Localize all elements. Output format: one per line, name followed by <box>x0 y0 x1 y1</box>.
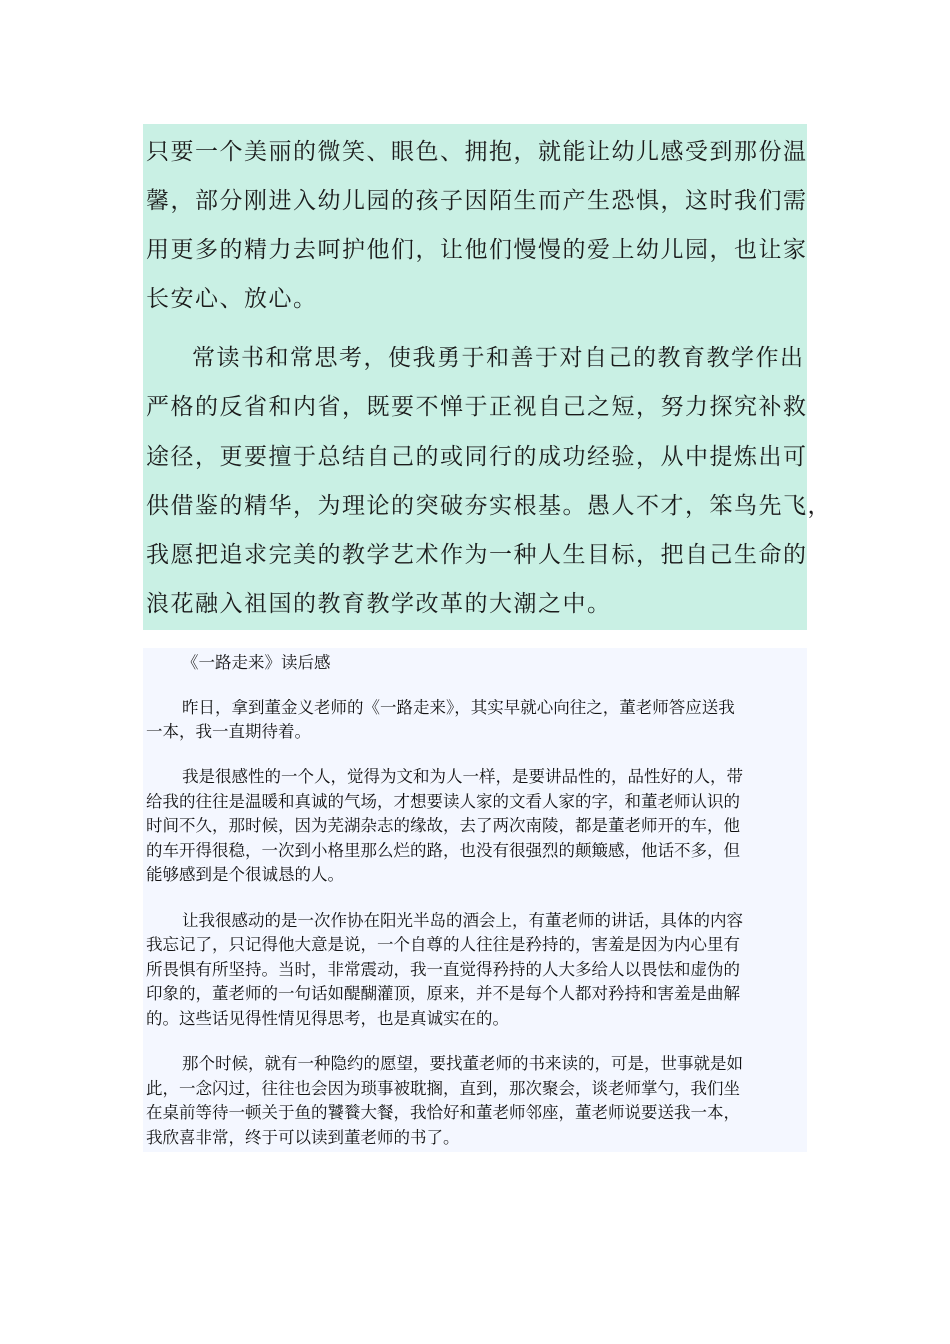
green-p1-line-1: 只要一个美丽的微笑、眼色、拥抱，就能让幼儿感受到那份温 <box>146 139 808 165</box>
article-p4-line-3: 在桌前等待一顿关于鱼的饕餮大餐，我恰好和董老师邻座，董老师说要送我一本， <box>146 1103 740 1122</box>
article-p4-line-2: 此，一念闪过，往往也会因为琐事被耽搁，直到，那次聚会，谈老师掌勺，我们坐 <box>146 1079 740 1098</box>
article-p3-line-2: 我忘记了，只记得他大意是说，一个自尊的人往往是矜持的，害羞是因为内心里有 <box>146 935 740 954</box>
article-p2-line-3: 时间不久，那时候，因为芜湖杂志的缘故，去了两次南陵，都是董老师开的车，他 <box>146 816 740 835</box>
green-p2-line-1: 常读书和常思考，使我勇于和善于对自己的教育教学作出 <box>192 345 805 371</box>
green-p1-line-4: 长安心、放心。 <box>146 286 318 312</box>
green-p2-line-3: 途径，更要擅于总结自己的或同行的成功经验，从中提炼出可 <box>146 444 808 470</box>
article-p3-line-3: 所畏惧有所坚持。当时，非常震动，我一直觉得矜持的人大多给人以畏怯和虚伪的 <box>146 960 740 979</box>
article-p3-line-1: 让我很感动的是一次作协在阳光半岛的酒会上，有董老师的讲话，具体的内容 <box>182 911 743 930</box>
article-title: 《一路走来》读后感 <box>182 653 331 672</box>
article-p1-line-1: 昨日，拿到董金义老师的《一路走来》，其实早就心向往之，董老师答应送我 <box>182 698 735 717</box>
article-p1-line-2: 一本，我一直期待着。 <box>146 722 311 741</box>
article-p4-line-4: 我欣喜非常，终于可以读到董老师的书了。 <box>146 1128 460 1147</box>
article-p3-line-4: 印象的，董老师的一句话如醍醐灌顶，原来，并不是每个人都对矜持和害羞是曲解 <box>146 984 740 1003</box>
article-p4-line-1: 那个时候，就有一种隐约的愿望，要找董老师的书来读的，可是，世事就是如 <box>182 1054 743 1073</box>
article-p3-line-5: 的。这些话见得性情见得思考，也是真诚实在的。 <box>146 1009 509 1028</box>
green-p1-line-3: 用更多的精力去呵护他们，让他们慢慢的爱上幼儿园，也让家 <box>146 237 808 263</box>
green-p2-line-6: 浪花融入祖国的教育教学改革的大潮之中。 <box>146 591 612 617</box>
green-p2-line-2: 严格的反省和内省，既要不惮于正视自己之短，努力探究补救 <box>146 394 808 420</box>
article-p2-line-5: 能够感到是个很诚恳的人。 <box>146 865 344 884</box>
green-p2-line-5: 我愿把追求完美的教学艺术作为一种人生目标，把自己生命的 <box>146 542 808 568</box>
green-p1-line-2: 馨，部分刚进入幼儿园的孩子因陌生而产生恐惧，这时我们需 <box>146 188 808 214</box>
article-p2-line-4: 的车开得很稳，一次到小格里那么烂的路，也没有很强烈的颠簸感，他话不多，但 <box>146 841 740 860</box>
article-p2-line-1: 我是很感性的一个人，觉得为文和为人一样，是要讲品性的，品性好的人，带 <box>182 767 743 786</box>
green-p2-line-4: 供借鉴的精华，为理论的突破夯实根基。愚人不才，笨鸟先飞， <box>146 493 832 519</box>
article-p2-line-2: 给我的往往是温暖和真诚的气场，才想要读人家的文看人家的字，和董老师认识的 <box>146 792 740 811</box>
